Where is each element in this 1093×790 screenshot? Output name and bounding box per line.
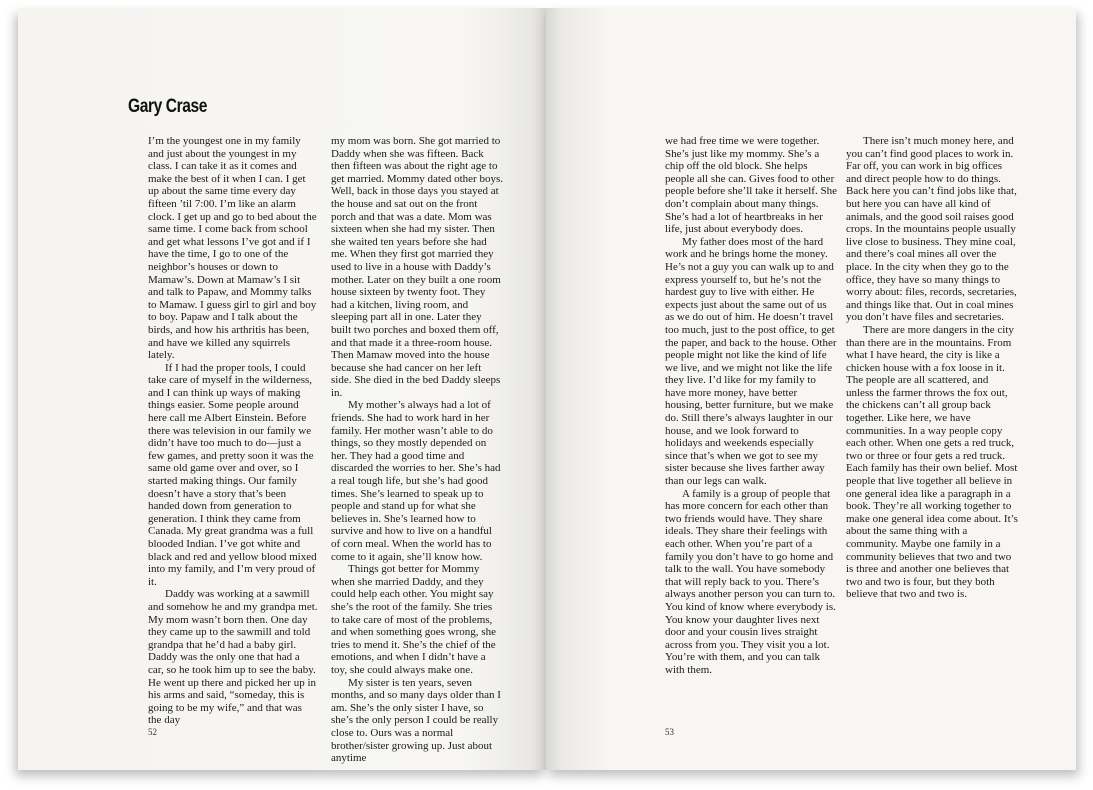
left-column-1 <box>148 135 318 727</box>
paragraph: my mom was born. She got married to Daddy when she was fifteen. Back then fifteen was about the right age to get married. Mommy dated other boys. Well, back in those days you stayed at the house and sat out on the front porch and that was a date. Mom was sixteen when she had my sister. Then she waited ten years before she had me. When they first got married they used to live in a house with Daddy’s mother. Later on they built a one room house sixteen by twenty foot. They had a kitchen, living room, and sleeping part all in one. Later they built two porches and boxed them off, and that made it a three-room house. Then Mamaw moved into the house because she had cancer on her left side. She died in the bed Daddy sleeps in. <box>331 135 503 399</box>
right-column-1 <box>665 135 837 677</box>
paragraph: If I had the proper tools, I could take care of myself in the wilderness, and I can think up ways of making things easier. Some people around here call me Albert Einstein. Before there was television in our family we didn’t have too much to do—just a few games, and pretty soon it was the same old game over and over, so I started making things. Our family doesn’t have a story that’s been handed down from generation to generation. I think they came from Canada. My great grandma was a full blooded Indian. I’ve got white and black and red and yellow blood mixed into my family, and I’m very proud of it. <box>148 361 317 588</box>
paragraph: My father does most of the hard work and he brings home the money. He’s not a guy you can walk up to and express yourself to, but he’s not the hardest guy to live with either. He expects just about the same out of us as we do out of him. He doesn’t travel too much, just to the post office, to get the paper, and back to the house. Other people might not like the kind of life we live, and we might not like the life they live. I’d like for my family to have more money, have better housing, better furniture, but we make do. Still there’s always laughter in our house, and we look forward to holidays and weekends especially since that’s when we got to see my sister because she lives farther away than our legs can walk. <box>665 235 837 488</box>
paragraph: Daddy was working at a sawmill and somehow he and my grandpa met. My mom wasn’t born then. One day they came up to the sawmill and told grandpa that he’d had a baby girl. Daddy was the only one that had a car, so he took him up to see the baby. He went up there and picked her up in his arms and said, “someday, this is going to be my wife,” and that was the day <box>148 588 318 727</box>
chapter-title: Gary Crase <box>128 96 208 117</box>
right-column-2 <box>846 135 1018 601</box>
paragraph: There isn’t much money here, and you can’t find good places to work in. Far off, you can work in big offices and direct people how to do things. Back here you can’t find jobs like that, but here you can have all kind of animals, and the good soil raises good crops. In the mountains people usually live close to business. They mine coal, and there’s coal mines all over the place. In the city when they go to the office, they have so many things to worry about: files, records, secretaries, and things like that. Out in coal mines you don’t have files and secretaries. <box>846 135 1017 324</box>
left-column-2 <box>331 135 503 765</box>
page-number-left: 52 <box>148 727 157 737</box>
paragraph: My sister is ten years, seven months, and so many days older than I am. She’s the only sister I have, so she’s the only person I could be really close to. Ours was a normal brother/sister growing up. Just about anytime <box>331 676 501 765</box>
paragraph: Things got better for Mommy when she married Daddy, and they could help each other. You might say she’s the root of the family. She tries to take care of most of the problems, and when something goes wrong, she tries to mend it. She’s the chief of the emotions, and when I didn’t have a toy, she could always make one. <box>331 563 496 676</box>
paragraph: There are more dangers in the city than there are in the mountains. From what I have heard, the city is like a chicken house with a fox loose in it. The people are all scattered, and unless the farmer throws the fox out, the chickens can’t all group back together. Like here, we have communities. In a way people copy each other. When one gets a red truck, two or three or four gets a red truck. Each family has their own belief. Most people that live together all believe in one general idea like a paragraph in a book. They’re all working together to make one general idea come about. It’s about the same thing with a community. Maybe one family in a community believes that two and two is three and another one believes that two and two is four, but they both believe that two and two is. <box>846 323 1018 601</box>
paragraph: A family is a group of people that has more concern for each other than two friends would have. They share ideals. They share their feelings with each other. When you’re part of a family you don’t have to go home and talk to the wall. You have somebody that will reply back to you. There’s always another person you can turn to. You kind of know where everybody is. You know your daughter lives next door and your cousin lives straight across from you. They visit you a lot. You’re with them, and you can talk with them. <box>665 487 836 676</box>
paragraph: My mother’s always had a lot of friends. She had to work hard in her family. Her mother wasn’t able to do things, so they mostly depended on her. They had a good time and discarded the worries to her. She’s had a real tough life, but she’s had good times. She’s learned to speak up to people and stand up for what she believes in. She’s learned how to survive and how to live on a handful of corn meal. When the world has to come to it again, she’ll know how. <box>331 399 501 563</box>
page-number-right: 53 <box>665 727 674 737</box>
paragraph: we had free time we were together. She’s just like my mommy. She’s a chip off the old block. She helps people all she can. Gives food to other people before she’ll take it herself. She don’t complain about many things. She’s had a lot of heartbreaks in her life, just about everybody does. <box>665 135 837 236</box>
paragraph: I’m the youngest one in my family and just about the youngest in my class. I can take it as it comes and make the best of it when I can. I get up about the same time every day fifteen ’til 7:00. I’m like an alarm clock. I get up and go to bed about the same time. I come back from school and get what lessons I’ve got and if I have the time, I go to one of the neighbor’s houses or down to Mamaw’s. Down at Mamaw’s I sit and talk to Papaw, and Mommy talks to Mamaw. I guess girl to girl and boy to boy. Papaw and I talk about the birds, and how his arthritis has been, and have we killed any squirrels lately. <box>148 135 317 362</box>
